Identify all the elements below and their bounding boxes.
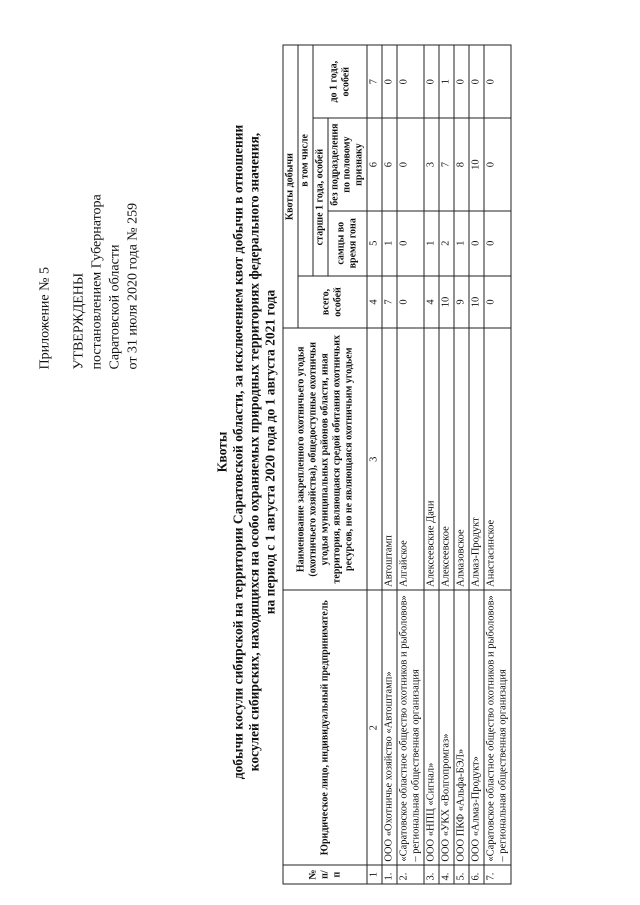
row-entity: ООО «Алмаз-Продукт» bbox=[469, 590, 484, 865]
row-entity: ООО «НПЦ «Сигнал» bbox=[424, 590, 439, 865]
table-row bbox=[397, 45, 424, 884]
row-males: 1 bbox=[454, 211, 469, 276]
rotated-page-content bbox=[1, 0, 640, 905]
approval-line: Саратовской области bbox=[107, 244, 123, 370]
row-males: 0 bbox=[469, 211, 484, 276]
row-area: Анастасинское bbox=[484, 328, 511, 590]
row-males: 0 bbox=[484, 211, 511, 276]
row-total: 4 bbox=[424, 276, 439, 328]
row-entity: ООО «УКХ «Волгопромгаз» bbox=[439, 590, 454, 865]
header-older: старше 1 года, особей bbox=[313, 118, 328, 275]
table-row bbox=[382, 45, 397, 884]
title-heading: Квоты bbox=[214, 431, 230, 473]
col-number: 5 bbox=[367, 211, 382, 276]
row-area: Алмазовское bbox=[454, 328, 469, 590]
header-no-sex: без подразделения по половому признаку bbox=[328, 118, 367, 210]
row-males: 2 bbox=[439, 211, 454, 276]
header-under: до 1 года, особей bbox=[313, 45, 367, 118]
row-num: 5. bbox=[454, 865, 469, 884]
table-row bbox=[454, 45, 469, 884]
title-line: на период с 1 августа 2020 года до 1 августа 2021 года bbox=[262, 289, 278, 615]
row-total: 9 bbox=[454, 276, 469, 328]
row-total: 0 bbox=[397, 276, 424, 328]
row-total: 10 bbox=[469, 276, 484, 328]
row-num: 7. bbox=[484, 865, 511, 884]
quota-table bbox=[283, 45, 512, 885]
row-no-sex: 10 bbox=[469, 118, 484, 210]
header-total: всего, особей bbox=[298, 276, 367, 328]
header-area: Наименование закрепленного охотничьего угодья (охотничьего хозяйства), общедоступные охотничьи угодья муниципальных районов области, иная территория, являющаяся средой обитания охотничьих ресурсов, но не являющаяся охотничьим угодьем bbox=[283, 328, 367, 590]
appendix-label: Приложение № 5 bbox=[37, 267, 53, 370]
row-area: Автоштамп bbox=[382, 328, 397, 590]
table-row bbox=[439, 45, 454, 884]
title-line: косулей сибирских, находящихся на особо охраняемых природных территориях федерального значения, bbox=[246, 132, 262, 772]
header-num: № п/п bbox=[283, 865, 367, 884]
row-under: 1 bbox=[439, 45, 454, 118]
row-entity: «Саратовское областное общество охотников и рыболовов» – региональная общественная организация bbox=[397, 590, 424, 865]
row-num: 1. bbox=[382, 865, 397, 884]
row-entity: ООО ПКФ «Альфа-БЭЛ» bbox=[454, 590, 469, 865]
column-number-row bbox=[367, 45, 382, 884]
header-quota: Квоты добычи bbox=[283, 45, 298, 328]
table-row bbox=[484, 45, 511, 884]
row-males: 1 bbox=[382, 211, 397, 276]
row-area: Алексеевские Дачи bbox=[424, 328, 439, 590]
document-title bbox=[215, 20, 279, 885]
col-number: 4 bbox=[367, 276, 382, 328]
row-under: 0 bbox=[484, 45, 511, 118]
table-row bbox=[469, 45, 484, 884]
row-num: 2. bbox=[397, 865, 424, 884]
row-num: 6. bbox=[469, 865, 484, 884]
row-no-sex: 0 bbox=[397, 118, 424, 210]
col-number: 6 bbox=[367, 118, 382, 210]
approval-line: от 31 июля 2020 года № 259 bbox=[125, 202, 141, 370]
row-under: 0 bbox=[454, 45, 469, 118]
table-row bbox=[424, 45, 439, 884]
row-males: 0 bbox=[397, 211, 424, 276]
header-including: в том числе bbox=[298, 45, 313, 276]
col-number: 2 bbox=[367, 590, 382, 865]
row-area: Алексеевское bbox=[439, 328, 454, 590]
col-number: 3 bbox=[367, 328, 382, 590]
row-num: 3. bbox=[424, 865, 439, 884]
header-entity: Юридическое лицо, индивидуальный предприниматель bbox=[283, 590, 367, 865]
col-number: 7 bbox=[367, 45, 382, 118]
row-total: 10 bbox=[439, 276, 454, 328]
row-num: 4. bbox=[439, 865, 454, 884]
row-under: 0 bbox=[469, 45, 484, 118]
row-no-sex: 8 bbox=[454, 118, 469, 210]
row-no-sex: 7 bbox=[439, 118, 454, 210]
row-area: Алмаз-Продукт bbox=[469, 328, 484, 590]
row-no-sex: 3 bbox=[424, 118, 439, 210]
title-line: добычи косули сибирской на территории Саратовской области, за исключением квот добычи в отношении bbox=[230, 124, 246, 780]
col-number: 1 bbox=[367, 865, 382, 884]
row-no-sex: 0 bbox=[484, 118, 511, 210]
row-total: 7 bbox=[382, 276, 397, 328]
row-under: 0 bbox=[382, 45, 397, 118]
row-under: 0 bbox=[397, 45, 424, 118]
header-males: самцы во время гона bbox=[328, 211, 367, 276]
row-under: 0 bbox=[424, 45, 439, 118]
row-no-sex: 6 bbox=[382, 118, 397, 210]
approval-stamp-block bbox=[37, 10, 143, 370]
row-area: Алгайское bbox=[397, 328, 424, 590]
approval-line: постановлением Губернатора bbox=[89, 194, 105, 370]
row-total: 0 bbox=[484, 276, 511, 328]
row-entity: ООО «Охотничье хозяйство «Автоштамп» bbox=[382, 590, 397, 865]
approved-label: УТВЕРЖДЕНЫ bbox=[71, 272, 87, 370]
row-entity: «Саратовское областное общество охотников и рыболовов» – региональная общественная организация bbox=[484, 590, 511, 865]
row-males: 1 bbox=[424, 211, 439, 276]
